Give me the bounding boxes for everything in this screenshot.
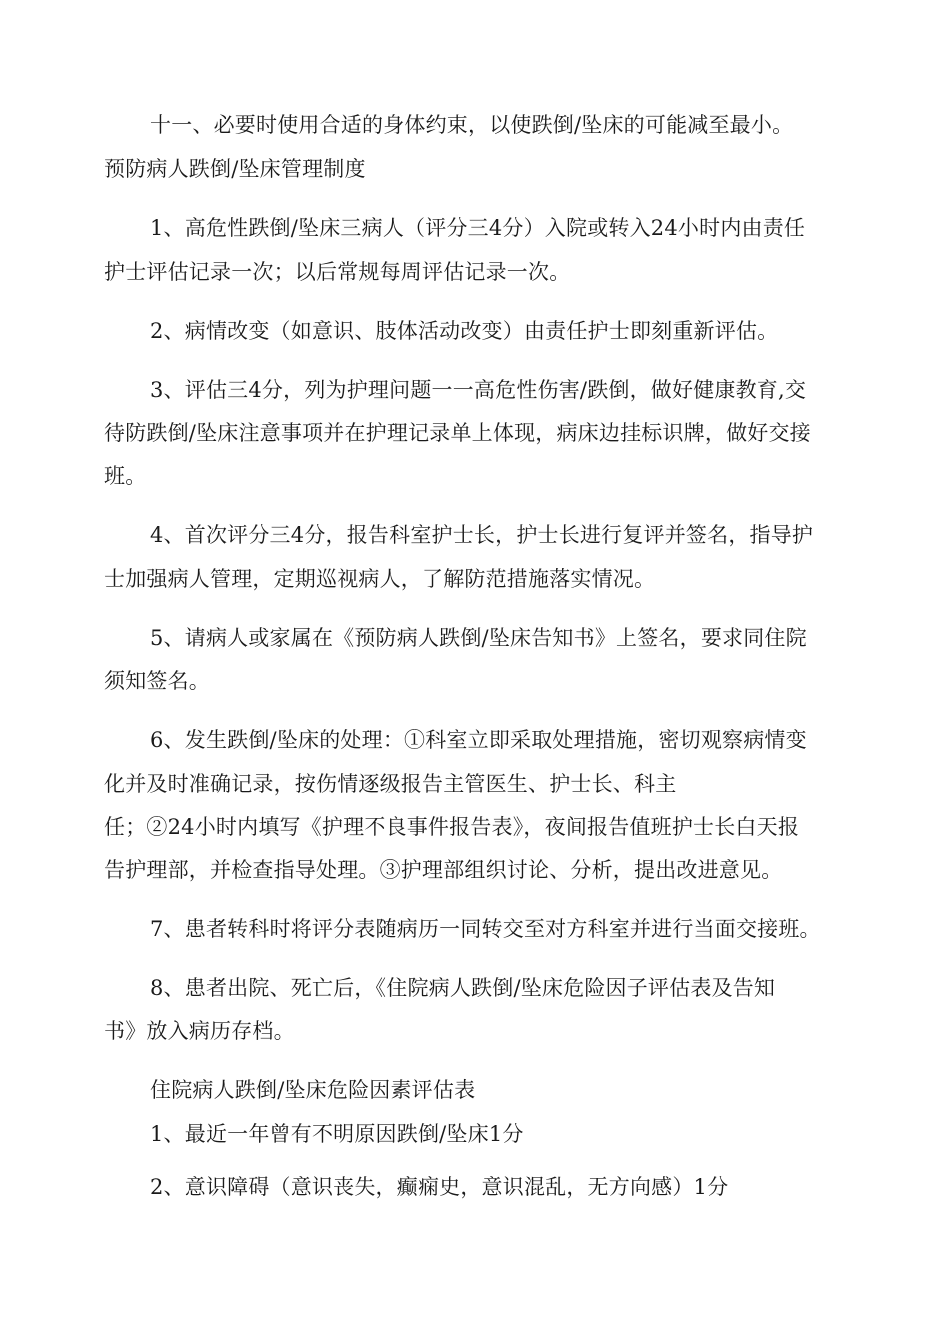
section-title-risk-assessment: 住院病人跌倒/坠床危险因素评估表 — [150, 1078, 476, 1102]
rule-3-line-1: 3、评估三4分，列为护理问题一一高危性伤害/跌倒，做好健康教育,交 — [150, 378, 807, 402]
rule-3-line-2: 待防跌倒/坠床注意事项并在护理记录单上体现，病床边挂标识牌，做好交接 — [104, 421, 811, 445]
rule-4-line-2: 士加强病人管理，定期巡视病人，了解防范措施落实情况。 — [104, 567, 656, 591]
rule-4-line-1: 4、首次评分三4分，报告科室护士长，护士长进行复评并签名，指导护 — [150, 523, 814, 547]
rule-8-line-2: 书》放入病历存档。 — [104, 1019, 295, 1043]
item-eleven-line: 十一、必要时使用合适的身体约束，以使跌倒/坠床的可能减至最小。 — [150, 113, 794, 137]
risk-item-1: 1、最近一年曾有不明原因跌倒/坠床1分 — [150, 1122, 524, 1146]
section-title-fall-prevention: 预防病人跌倒/坠床管理制度 — [104, 157, 366, 181]
rule-6-line-4: 告护理部，并检查指导处理。③护理部组织讨论、分析，提出改进意见。 — [104, 858, 783, 882]
rule-2-line-1: 2、病情改变（如意识、肢体活动改变）由责任护士即刻重新评估。 — [150, 319, 779, 343]
rule-1-line-2: 护士评估记录一次；以后常规每周评估记录一次。 — [104, 260, 571, 284]
rule-7-line-1: 7、患者转科时将评分表随病历一同转交至对方科室并进行当面交接班。 — [150, 917, 821, 941]
rule-3-line-3: 班。 — [104, 464, 147, 488]
rule-8-line-1: 8、患者出院、死亡后，《住院病人跌倒/坠床危险因子评估表及告知 — [150, 976, 776, 1000]
rule-1-line-1: 1、高危性跌倒/坠床三病人（评分三4分）入院或转入24小时内由责任 — [150, 216, 806, 240]
rule-6-line-2: 化并及时准确记录，按伤情逐级报告主管医生、护士长、科主 — [104, 772, 677, 796]
rule-5-line-1: 5、请病人或家属在《预防病人跌倒/坠床告知书》上签名，要求同住院 — [150, 626, 807, 650]
risk-item-2: 2、意识障碍（意识丧失，癫痫史，意识混乱，无方向感）1分 — [150, 1175, 729, 1199]
rule-5-line-2: 须知签名。 — [104, 669, 210, 693]
rule-6-line-3: 任；②24小时内填写《护理不良事件报告表》，夜间报告值班护士长白天报 — [104, 815, 800, 839]
rule-6-line-1: 6、发生跌倒/坠床的处理：①科室立即采取处理措施，密切观察病情变 — [150, 728, 807, 752]
